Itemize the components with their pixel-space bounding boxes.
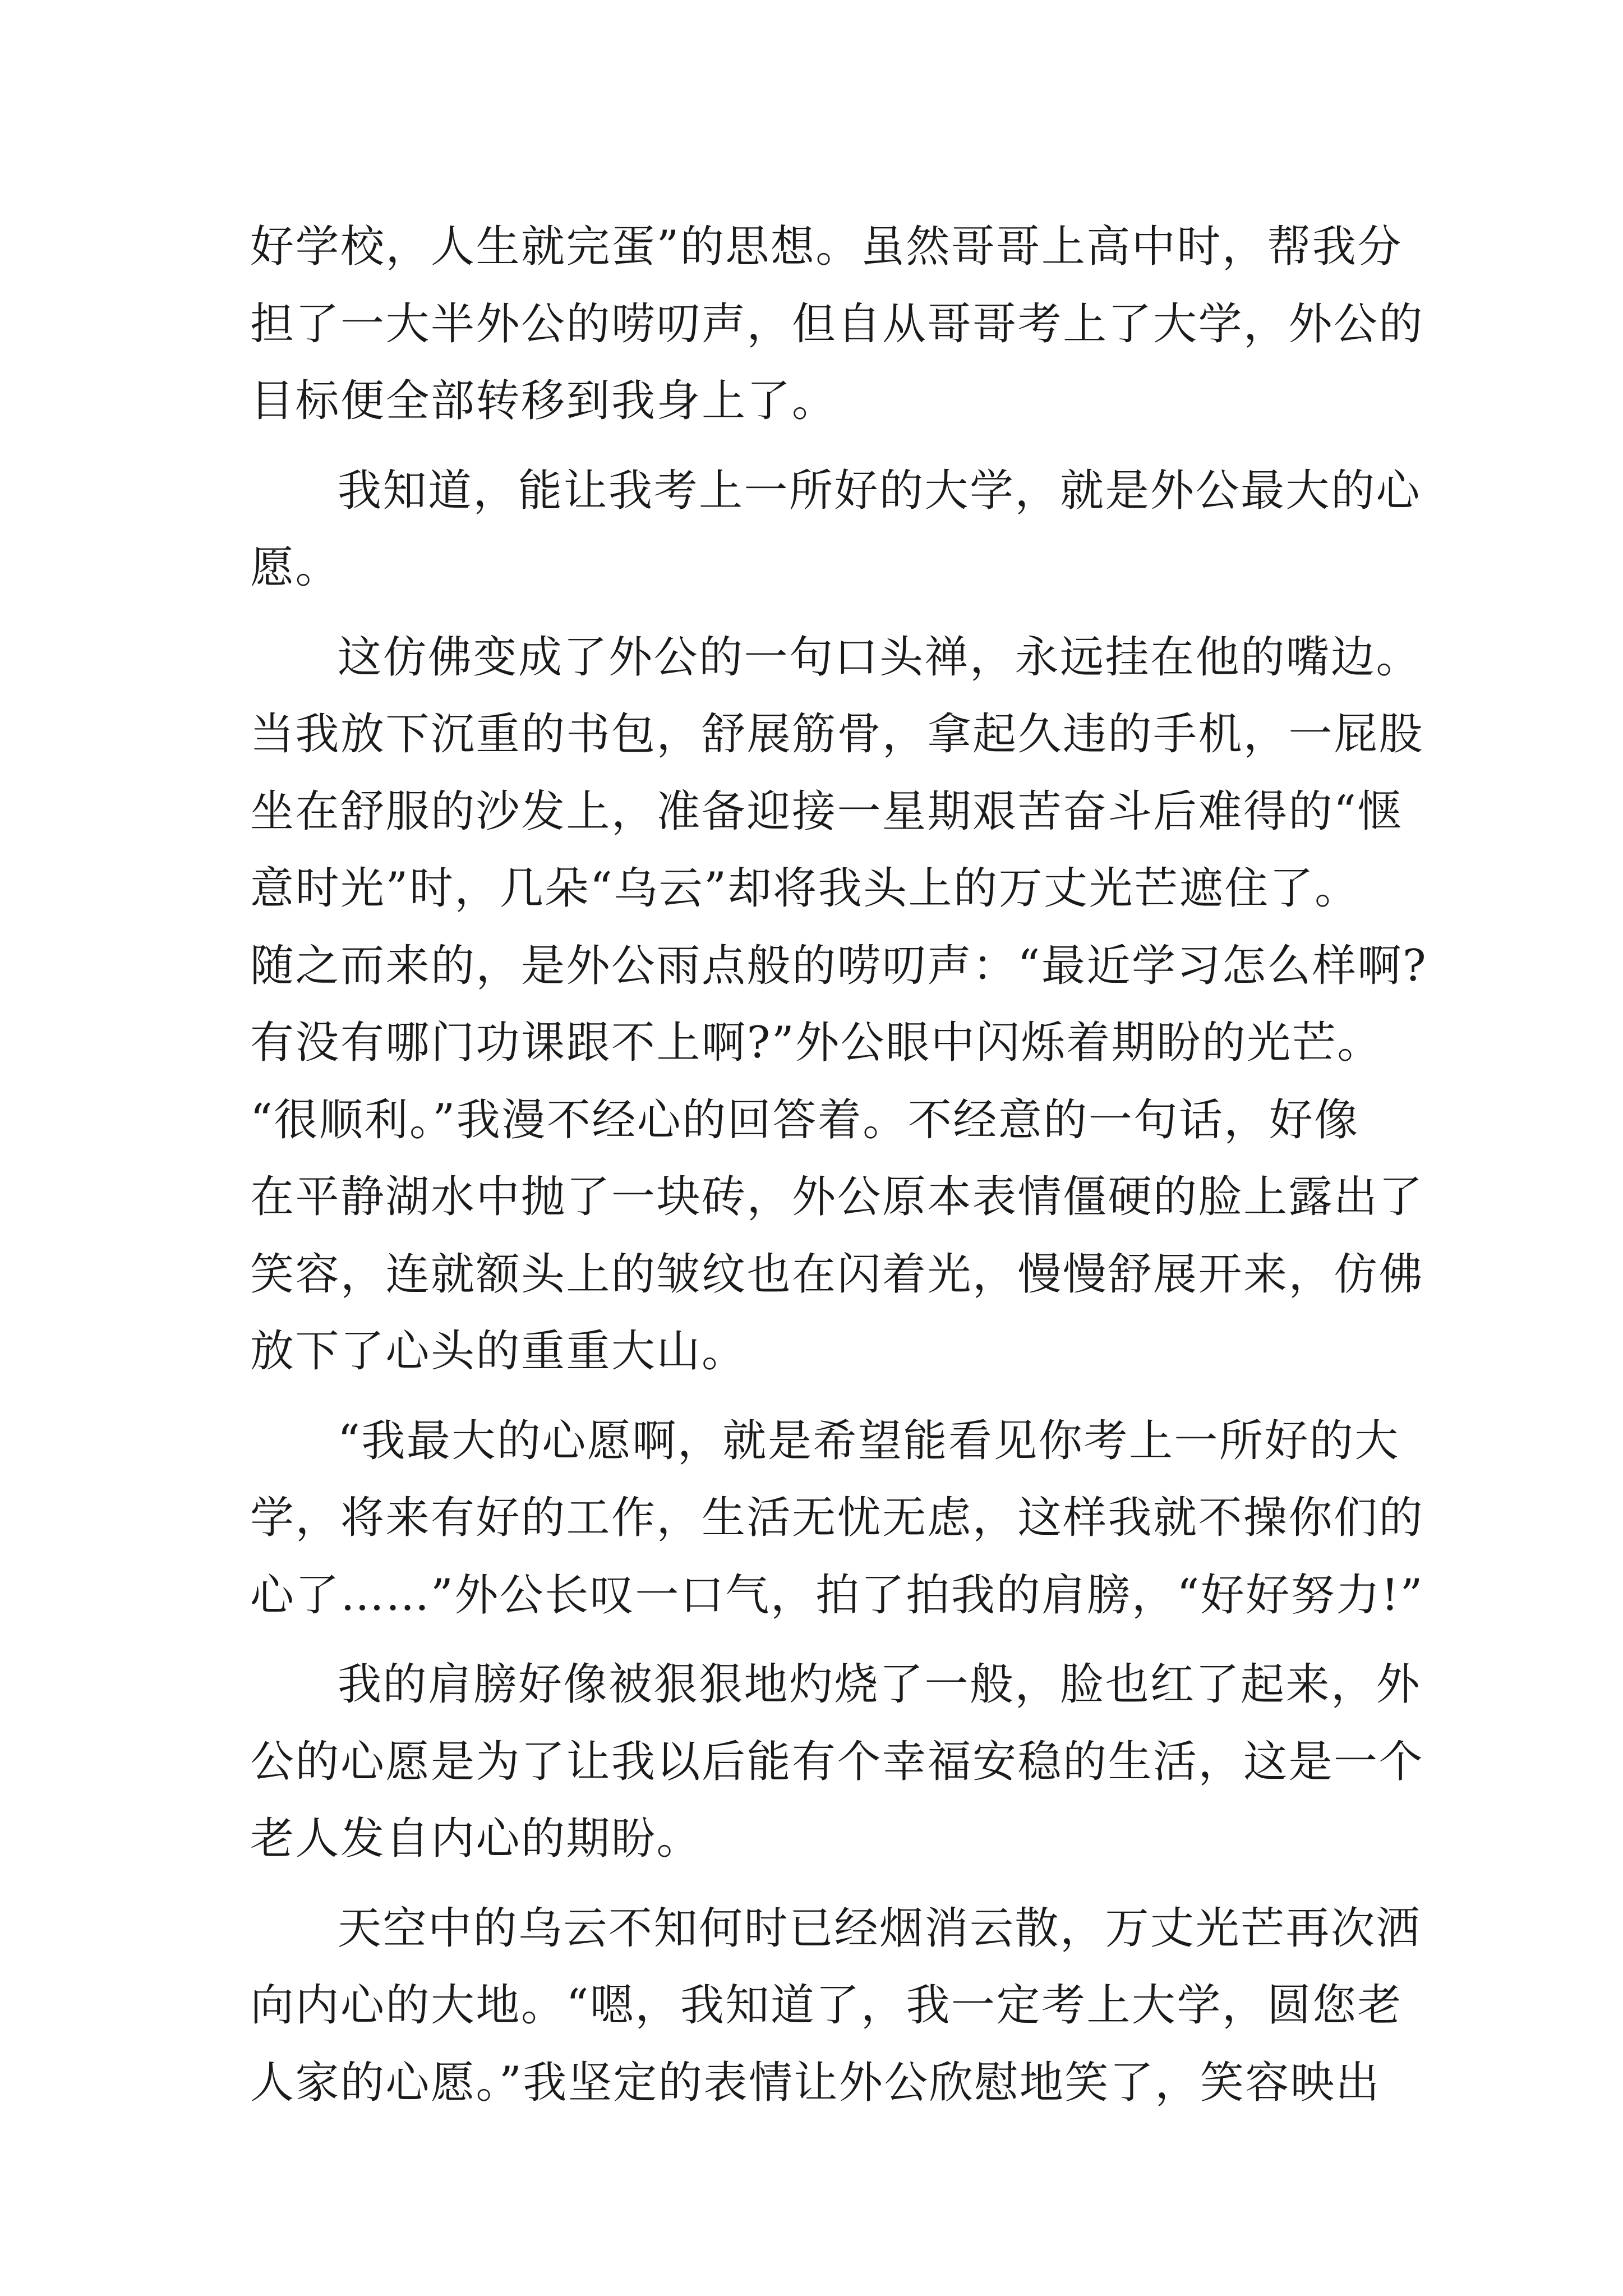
text-line: 这仿佛变成了外公的一句口头禅，永远挂在他的嘴边。 xyxy=(338,632,1422,683)
text-line: “我最大的心愿啊，就是希望能看见你考上一所好的大 xyxy=(338,1415,1400,1466)
text-line: 目标便全部转移到我身上了。 xyxy=(250,376,837,426)
text-line: 我的肩膀好像被狠狠地灼烧了一般，脸也红了起来，外 xyxy=(338,1659,1422,1710)
text-line: 愿。 xyxy=(250,542,341,593)
text-line: 我知道，能让我考上一所好的大学，就是外公最大的心 xyxy=(338,465,1422,516)
text-line: 坐在舒服的沙发上，准备迎接一星期艰苦奋斗后难得的“惬 xyxy=(250,786,1403,837)
text-line: 意时光”时，几朵“乌云”却将我头上的万丈光芒遮住了。 xyxy=(250,863,1360,914)
text-line: “很顺利。”我漫不经心的回答着。不经意的一句话，好像 xyxy=(250,1094,1359,1145)
text-line: 好学校，人生就完蛋”的思想。虽然哥哥上高中时，帮我分 xyxy=(250,222,1403,272)
text-line: 公的心愿是为了让我以后能有个幸福安稳的生活，这是一个 xyxy=(250,1736,1424,1787)
text-line: 向内心的大地。“嗯，我知道了，我一定考上大学，圆您老 xyxy=(250,1980,1403,2031)
text-line: 老人发自内心的期盼。 xyxy=(250,1814,702,1864)
text-line: 人家的心愿。”我坚定的表情让外公欣慰地笑了，笑容映出 xyxy=(250,2057,1381,2108)
text-line: 随之而来的，是外公雨点般的唠叨声：“最近学习怎么样啊? xyxy=(250,940,1428,991)
body-text xyxy=(250,209,1428,2122)
text-line: 学，将来有好的工作，生活无忧无虑，这样我就不操你们的 xyxy=(250,1493,1424,1543)
text-line: 天空中的乌云不知何时已经烟消云散，万丈光芒再次洒 xyxy=(338,1903,1422,1954)
text-line: 心了……”外公长叹一口气，拍了拍我的肩膀，“好好努力!” xyxy=(250,1570,1424,1621)
text-line: 有没有哪门功课跟不上啊?”外公眼中闪烁着期盼的光芒。 xyxy=(250,1018,1382,1068)
text-line: 笑容，连就额头上的皱纹也在闪着光，慢慢舒展开来，仿佛 xyxy=(250,1249,1424,1300)
text-line: 在平静湖水中抛了一块砖，外公原本表情僵硬的脸上露出了 xyxy=(250,1172,1424,1222)
text-line: 当我放下沉重的书包，舒展筋骨，拿起久违的手机，一屁股 xyxy=(250,709,1424,760)
text-line: 担了一大半外公的唠叨声，但自从哥哥考上了大学，外公的 xyxy=(250,298,1424,349)
text-line: 放下了心头的重重大山。 xyxy=(250,1326,747,1377)
